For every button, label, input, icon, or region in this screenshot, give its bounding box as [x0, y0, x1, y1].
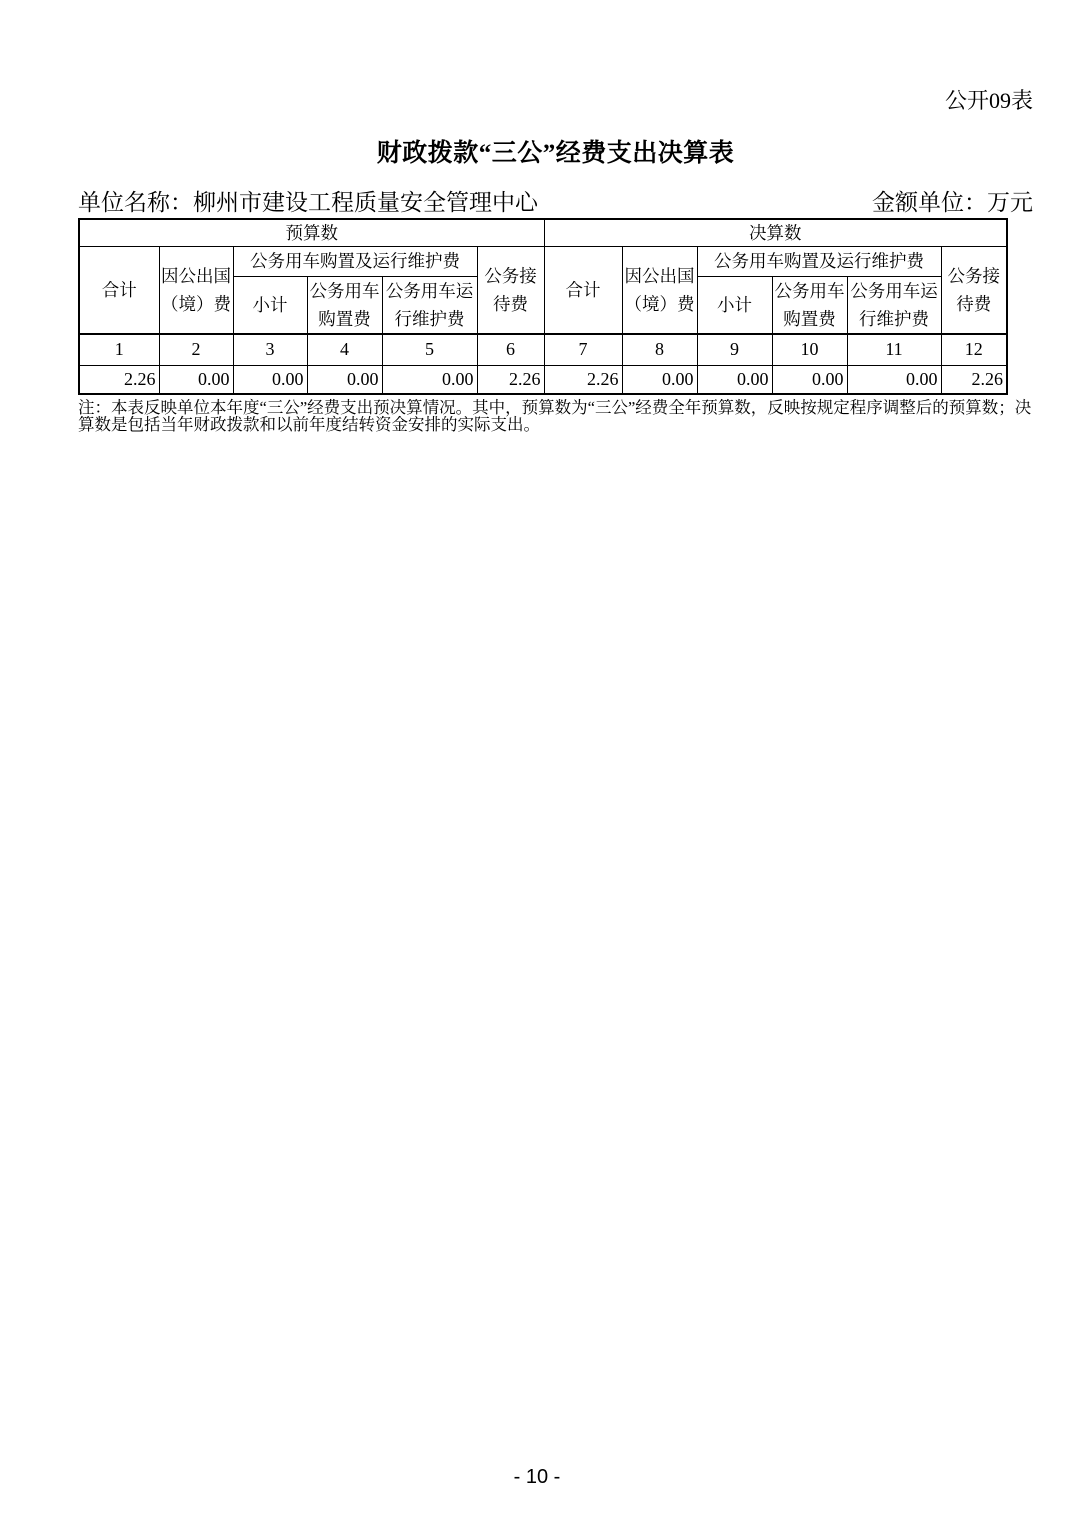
value-row: [79, 366, 1007, 394]
value-cell: 0.00: [233, 366, 307, 394]
form-code-label: 公开09表: [944, 88, 1033, 113]
column-number-row: [79, 334, 1007, 366]
header-vehicle-group-budget: 公务用车购置及运行维护费: [233, 246, 477, 276]
column-number-cell: 2: [159, 334, 233, 366]
value-cell: 0.00: [772, 366, 847, 394]
header-maintenance-budget: 公务用车运行维护费: [382, 276, 477, 334]
unit-name-label: 单位名称：柳州市建设工程质量安全管理中心: [78, 190, 538, 215]
value-cell: 2.26: [477, 366, 544, 394]
header-total-final: 合计: [544, 246, 622, 334]
meta-row: [78, 191, 1033, 215]
column-number-cell: 12: [941, 334, 1007, 366]
value-cell: 2.26: [941, 366, 1007, 394]
value-cell: 0.00: [159, 366, 233, 394]
header-maintenance-final: 公务用车运行维护费: [847, 276, 941, 334]
column-number-cell: 9: [697, 334, 772, 366]
header-purchase-final: 公务用车购置费: [772, 276, 847, 334]
page-title: 财政拨款“三公”经费支出决算表: [376, 140, 735, 167]
value-cell: 2.26: [79, 366, 159, 394]
value-cell: 0.00: [622, 366, 697, 394]
header-vehicle-group-final: 公务用车购置及运行维护费: [697, 246, 941, 276]
column-number-cell: 7: [544, 334, 622, 366]
column-number-cell: 11: [847, 334, 941, 366]
amount-unit-label: 金额单位：万元: [872, 190, 1033, 215]
header-purchase-budget: 公务用车购置费: [307, 276, 382, 334]
column-number-cell: 3: [233, 334, 307, 366]
section-header-row: [79, 219, 1007, 246]
value-cell: 2.26: [544, 366, 622, 394]
main-header-row: [79, 246, 1007, 276]
value-cell: 0.00: [847, 366, 941, 394]
section-header-budget: 预算数: [79, 219, 544, 246]
value-cell: 0.00: [307, 366, 382, 394]
header-subtotal-budget: 小计: [233, 276, 307, 334]
column-number-cell: 5: [382, 334, 477, 366]
column-number-cell: 6: [477, 334, 544, 366]
header-abroad-final: 因公出国（境）费: [622, 246, 697, 334]
header-subtotal-final: 小计: [697, 276, 772, 334]
value-cell: 0.00: [382, 366, 477, 394]
column-number-cell: 10: [772, 334, 847, 366]
value-cell: 0.00: [697, 366, 772, 394]
footnote: 注：本表反映单位本年度“三公”经费支出预决算情况。其中，预算数为“三公”经费全年预算数，反映按规定程序调整后的预算数；决算数是包括当年财政拨款和以前年度结转资金安排的实际支出。: [78, 397, 1032, 434]
header-total-budget: 合计: [79, 246, 159, 334]
three-public-expense-table: [78, 218, 1008, 395]
column-number-cell: 1: [79, 334, 159, 366]
document-content: [78, 0, 1033, 434]
page-number: - 10 -: [513, 1466, 561, 1488]
header-abroad-budget: 因公出国（境）费: [159, 246, 233, 334]
section-header-final: 决算数: [544, 219, 1007, 246]
header-reception-final: 公务接待费: [941, 246, 1007, 334]
column-number-cell: 8: [622, 334, 697, 366]
header-reception-budget: 公务接待费: [477, 246, 544, 334]
column-number-cell: 4: [307, 334, 382, 366]
